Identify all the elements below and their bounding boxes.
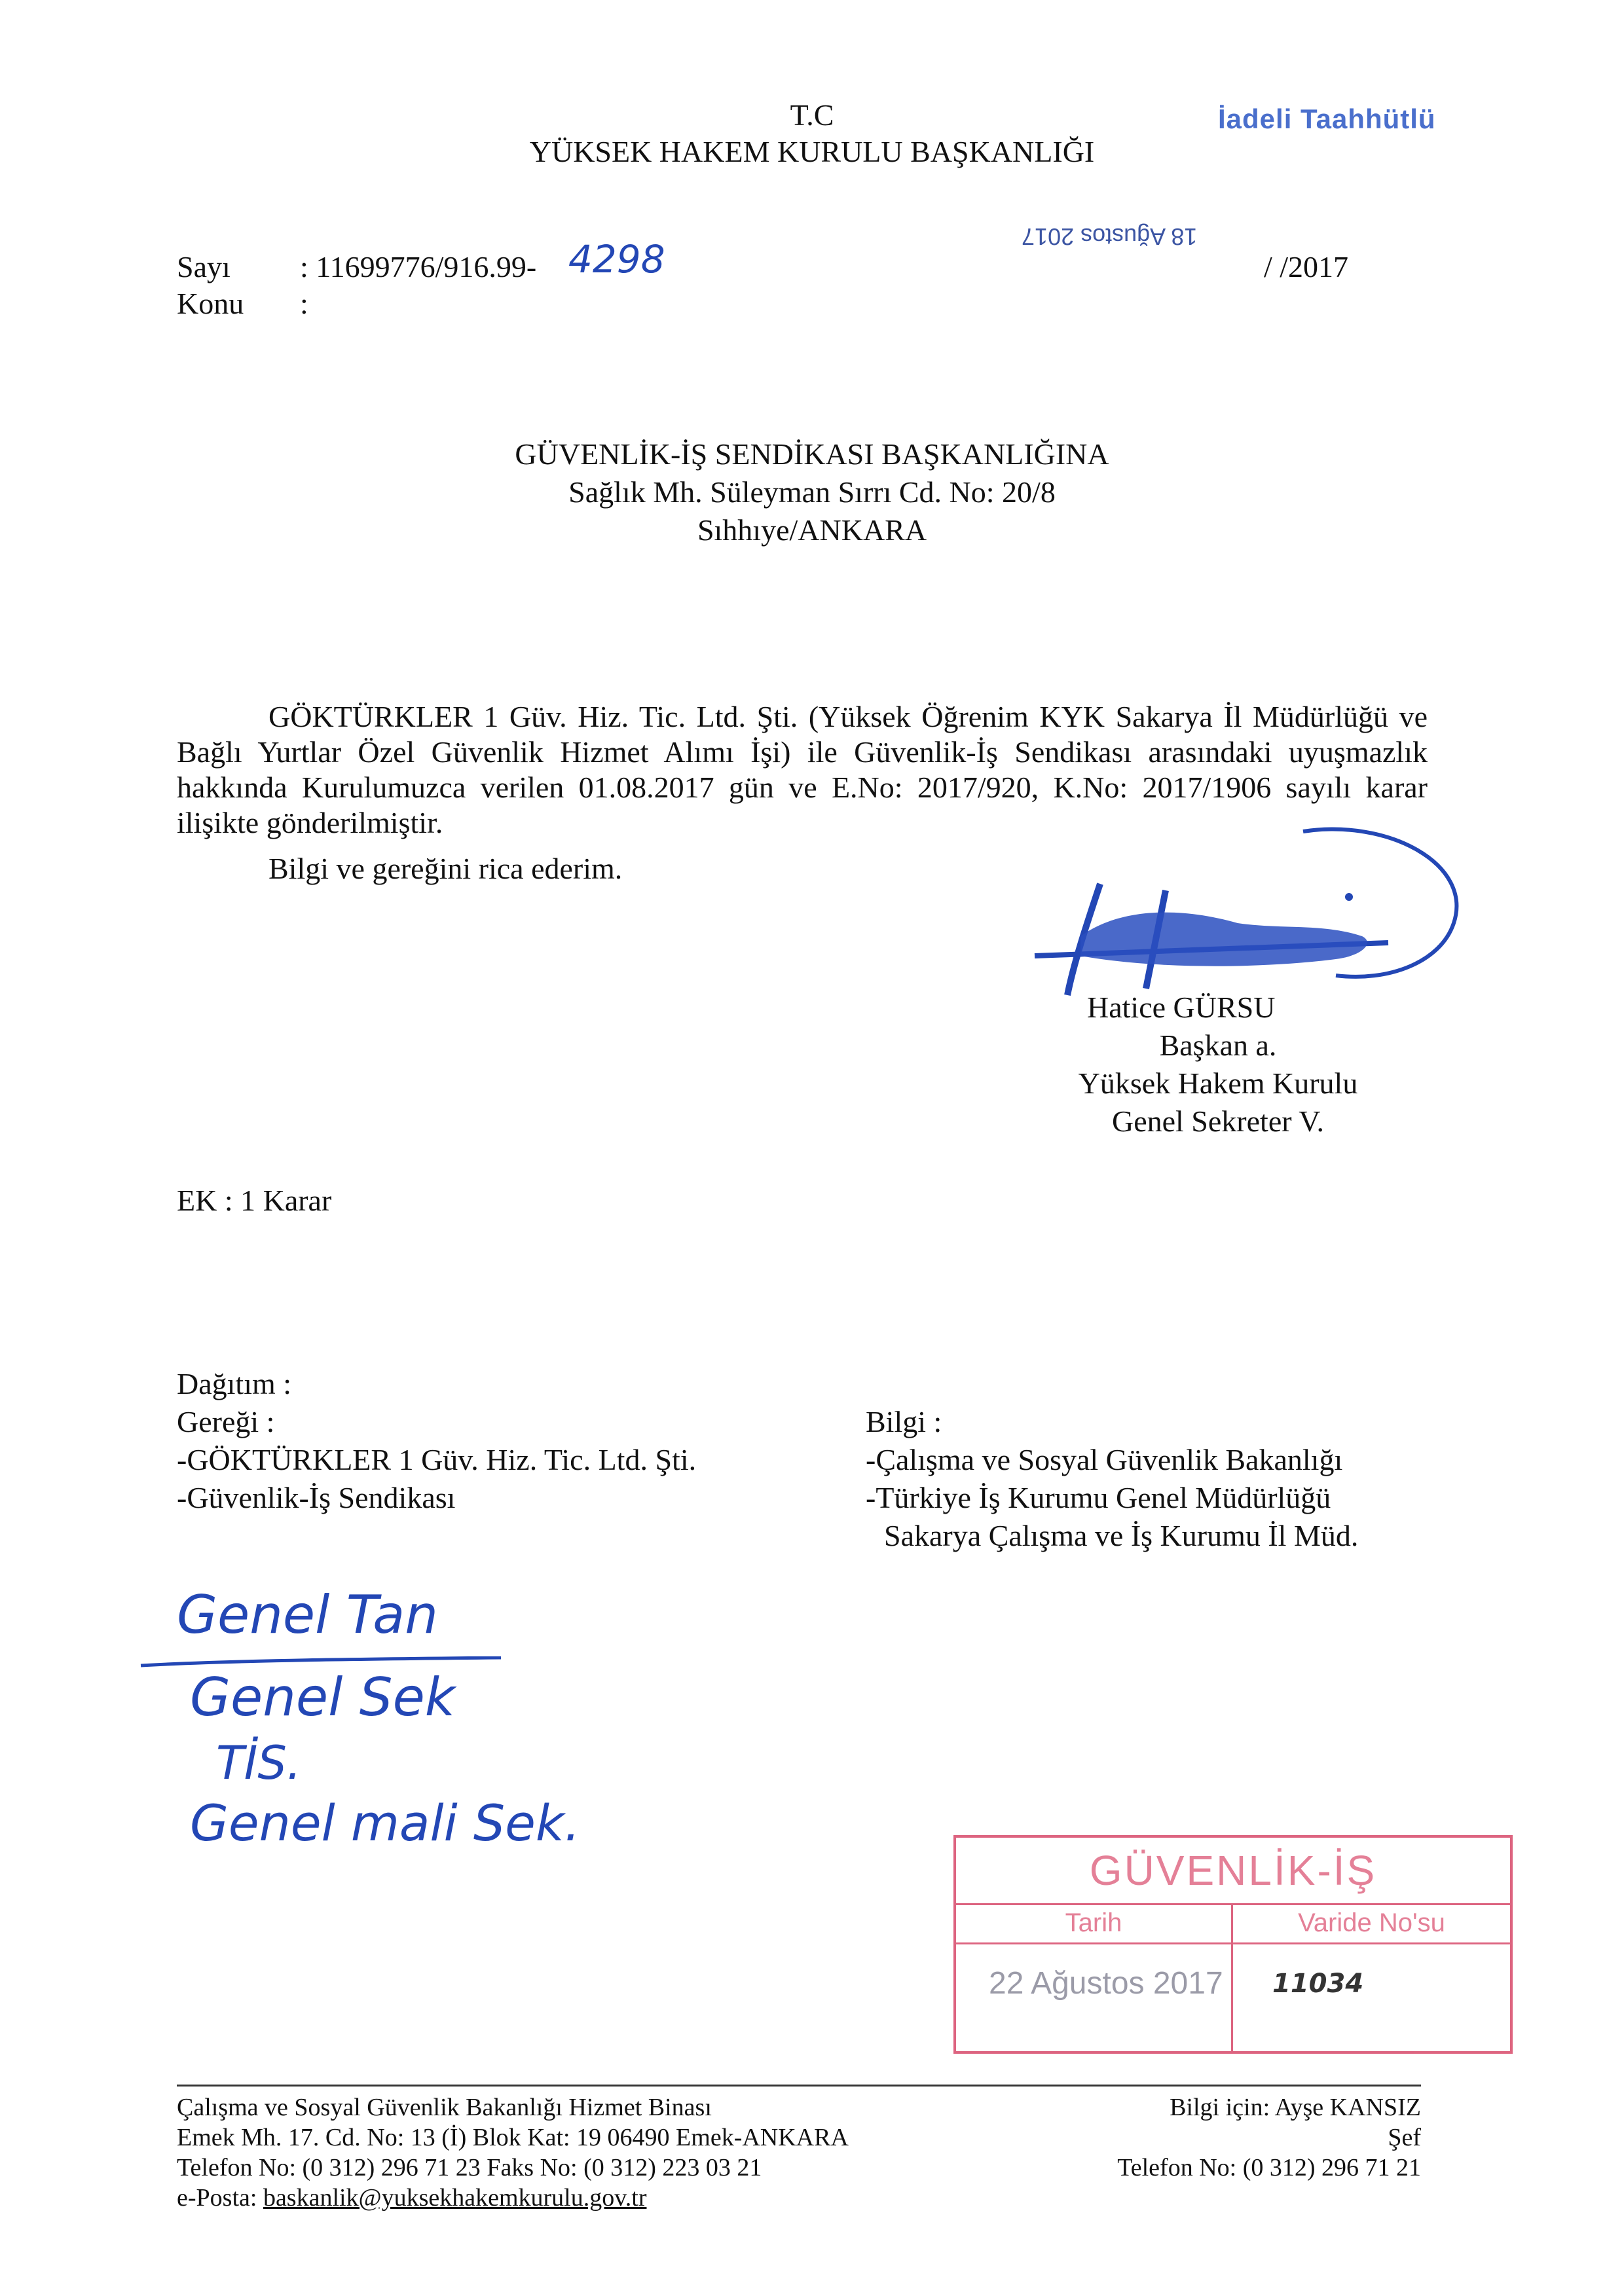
geregi-item-2: -Güvenlik-İş Sendikası xyxy=(177,1481,456,1514)
body-paragraph: GÖKTÜRKLER 1 Güv. Hiz. Tic. Ltd. Şti. (Yüksek Öğrenim KYK Sakarya İl Müdürlüğü ve Bağlı Yurtlar Özel Güvenlik Hizmet Alımı İşi) ile Güvenlik-İş Sendikası arasındaki uyuşmazlık hakkında Kurulumuzca verilen 01.08.2017 gün ve E.No: 2017/920, K.No: 2017/1906 sayılı karar ilişikte gönderilmiştir. xyxy=(177,700,1428,839)
handwritten-note-3: TİS. xyxy=(216,1736,302,1790)
konu-value: : xyxy=(300,287,308,320)
footer-divider xyxy=(177,2085,1421,2086)
sayi-label: Sayı xyxy=(177,250,231,283)
konu-label: Konu xyxy=(177,287,244,320)
distribution-label: Dağıtım : xyxy=(177,1367,292,1400)
header-institution: YÜKSEK HAKEM KURULU BAŞKANLIĞI xyxy=(529,135,1095,168)
footer-contact-phone: Telefon No: (0 312) 296 71 21 xyxy=(1117,2154,1421,2181)
handwritten-note-2: Genel Sek xyxy=(190,1667,456,1728)
stamp-org-name: GÜVENLİK-İŞ xyxy=(956,1838,1510,1905)
handwritten-note-1: Genel Tan xyxy=(177,1584,438,1645)
recipient-address: Sağlık Mh. Süleyman Sırrı Cd. No: 20/8 xyxy=(568,475,1056,509)
footer-email-label: e-Posta: xyxy=(177,2184,263,2212)
registered-mail-stamp: İadeli Taahhütlü xyxy=(1218,103,1436,134)
signer-title-3: Genel Sekreter V. xyxy=(1111,1104,1325,1138)
recipient-city: Sıhhıye/ANKARA xyxy=(697,513,927,547)
bilgi-label: Bilgi : xyxy=(866,1405,942,1438)
body-closing: Bilgi ve gereğini rica ederim. xyxy=(268,852,623,885)
stamp-date-value: 22 Ağustos 2017 xyxy=(989,1966,1223,2001)
footer-address-2: Emek Mh. 17. Cd. No: 13 (İ) Blok Kat: 19 06490 Emek-ANKARA xyxy=(177,2124,849,2151)
receipt-stamp xyxy=(953,1835,1513,2054)
stamp-number-label: Varide No'su xyxy=(1233,1903,1510,1944)
footer-contact-name: Bilgi için: Ayşe KANSIZ xyxy=(1170,2094,1421,2121)
bilgi-item-3: Sakarya Çalışma ve İş Kurumu İl Müd. xyxy=(884,1519,1359,1552)
signer-name: Hatice GÜRSU xyxy=(1087,991,1276,1024)
stamp-number-value: 11034 xyxy=(1272,1969,1364,1999)
document-date: / /2017 xyxy=(1264,250,1349,283)
bilgi-item-2: -Türkiye İş Kurumu Genel Müdürlüğü xyxy=(866,1481,1331,1514)
geregi-item-1: -GÖKTÜRKLER 1 Güv. Hiz. Tic. Ltd. Şti. xyxy=(177,1443,697,1476)
handwritten-note-4: Genel mali Sek. xyxy=(190,1794,581,1852)
signer-title-1: Başkan a. xyxy=(1159,1029,1277,1062)
signature-scribble-icon xyxy=(1022,825,1480,1008)
attachment-line: EK : 1 Karar xyxy=(177,1184,332,1217)
header-tc: T.C xyxy=(790,98,834,132)
stamp-date-label: Tarih xyxy=(956,1903,1231,1944)
received-date-stamp: 18 Ağustos 2017 xyxy=(1022,223,1198,250)
signer-title-2: Yüksek Hakem Kurulu xyxy=(1078,1066,1358,1100)
bilgi-item-1: -Çalışma ve Sosyal Güvenlik Bakanlığı xyxy=(866,1443,1343,1476)
geregi-label: Gereği : xyxy=(177,1405,275,1438)
footer-email-link[interactable]: baskanlik@yuksekhakemkurulu.gov.tr xyxy=(263,2184,647,2212)
footer-phone: Telefon No: (0 312) 296 71 23 Faks No: (0 312) 223 03 21 xyxy=(177,2154,762,2181)
sayi-handwritten-number: 4298 xyxy=(568,237,665,282)
footer-contact-title: Şef xyxy=(1388,2124,1421,2151)
footer-email xyxy=(177,2183,646,2213)
sayi-value: : 11699776/916.99- xyxy=(300,250,537,283)
recipient-name: GÜVENLİK-İŞ SENDİKASI BAŞKANLIĞINA xyxy=(515,437,1109,471)
footer-address-1: Çalışma ve Sosyal Güvenlik Bakanlığı Hizmet Binası xyxy=(177,2094,712,2121)
